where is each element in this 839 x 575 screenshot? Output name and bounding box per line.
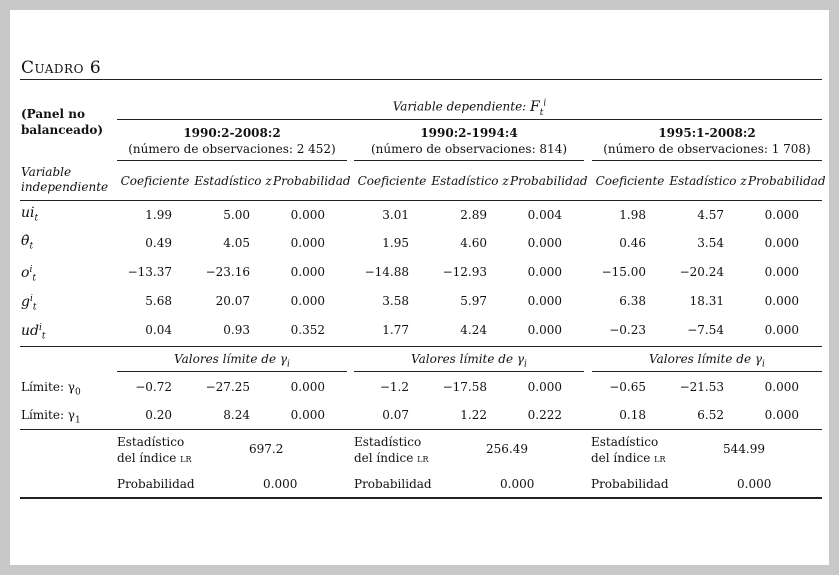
col-header-coef-1: Coeficiente: [120, 174, 190, 188]
limit-cell: 1.22: [460, 408, 487, 422]
limit-cell: 0.000: [527, 380, 562, 394]
period-rule-2: [354, 160, 584, 161]
table-cell: 0.000: [764, 265, 799, 279]
col-header-z-1: Estadístico z: [194, 174, 272, 188]
period-1-range: 1990:2-2008:2: [183, 126, 281, 140]
period-rule-1: [117, 160, 347, 161]
table-cell: −14.88: [364, 265, 409, 279]
col-header-prob-1: Probabilidad: [273, 174, 351, 188]
limit-cell: −0.65: [609, 380, 646, 394]
table-cell: −23.16: [205, 265, 250, 279]
table-cell: 1.98: [619, 208, 646, 222]
table-cell: −12.93: [442, 265, 487, 279]
table-cell: 18.31: [689, 294, 724, 308]
limit-rule-3: [592, 371, 822, 372]
table-cell: 4.57: [697, 208, 724, 222]
period-1-obs: (número de observaciones: 2 452): [128, 142, 336, 156]
table-cell: 3.54: [697, 236, 724, 250]
table-cell: 6.38: [619, 294, 646, 308]
limit-cell: 0.000: [764, 380, 799, 394]
table-cell: 0.004: [527, 208, 562, 222]
table-cell: 0.000: [764, 323, 799, 337]
dependent-label: Variable dependiente:: [392, 99, 527, 114]
limit-cell: 0.000: [764, 408, 799, 422]
limit-cell: 0.07: [382, 408, 409, 422]
limit-row-label: Límite: $\gamma_0$: [21, 380, 81, 398]
lr-label-3: Estadístico del índice lr: [591, 435, 666, 465]
table-cell: 0.46: [619, 236, 646, 250]
table-cell: −7.54: [687, 323, 724, 337]
table-cell: 4.60: [460, 236, 487, 250]
period-3-range: 1995:1-2008:2: [658, 126, 756, 140]
prob-value-2: 0.000: [500, 477, 535, 491]
limit-cell: 8.24: [223, 408, 250, 422]
col-header-prob-3: Probabilidad: [748, 174, 826, 188]
table-cell: 0.000: [527, 236, 562, 250]
lr-label-2: Estadístico del índice lr: [354, 435, 429, 465]
table-cell: 0.000: [764, 236, 799, 250]
table-cell: 0.93: [223, 323, 250, 337]
limit-header-3: Valores límite de $\gamma_i$: [649, 352, 765, 370]
table-cell: −0.23: [609, 323, 646, 337]
limit-cell: −1.2: [379, 380, 409, 394]
prob-value-3: 0.000: [737, 477, 772, 491]
limit-cell: −21.53: [679, 380, 724, 394]
table-cell: 0.000: [290, 265, 325, 279]
dependent-variable-header: [117, 96, 822, 119]
table-cell: 3.01: [382, 208, 409, 222]
corner-label: (Panel no balanceado): [21, 107, 104, 137]
table-page: [10, 10, 829, 565]
lr-label-1: Estadístico del índice lr: [117, 435, 192, 465]
table-cell: 1.77: [382, 323, 409, 337]
limit-cell: 0.20: [145, 408, 172, 422]
row-variable-label: $ui_t$: [21, 205, 39, 224]
limit-cell: −17.58: [442, 380, 487, 394]
limit-cell: 0.18: [619, 408, 646, 422]
period-2-obs: (número de observaciones: 814): [370, 142, 568, 156]
table-cell: 0.000: [527, 265, 562, 279]
table-cell: 2.89: [460, 208, 487, 222]
limit-rule-1: [117, 371, 347, 372]
table-cell: 20.07: [215, 294, 250, 308]
row-variable-label: $o^i_t$: [21, 265, 36, 284]
table-cell: 4.05: [223, 236, 250, 250]
title-rule: [20, 79, 822, 80]
col-header-z-2: Estadístico z: [431, 174, 509, 188]
table-title: Cuadro 6: [21, 58, 102, 78]
period-rule-3: [592, 160, 822, 161]
limit-header-2: Valores límite de $\gamma_i$: [411, 352, 527, 370]
period-2-range: 1990:2-1994:4: [420, 126, 518, 140]
limit-cell: −0.72: [135, 380, 172, 394]
table-cell: 0.000: [290, 294, 325, 308]
limit-bottom-rule: [20, 429, 822, 430]
limit-header-1: Valores límite de $\gamma_i$: [174, 352, 290, 370]
limit-cell: 0.000: [290, 380, 325, 394]
table-cell: −13.37: [127, 265, 172, 279]
table-bottom-rule: [20, 497, 822, 499]
table-cell: 0.04: [145, 323, 172, 337]
dependent-symbol: $F_t^i$: [530, 98, 547, 118]
limit-cell: −27.25: [205, 380, 250, 394]
lr-value-2: 256.49: [486, 442, 528, 456]
table-cell: 4.24: [460, 323, 487, 337]
limit-rule-2: [354, 371, 584, 372]
header-rule: [20, 200, 822, 201]
dependent-rule: [117, 119, 822, 120]
period-3-obs: (número de observaciones: 1 708): [603, 142, 811, 156]
prob-label-2: Probabilidad: [354, 477, 432, 491]
lr-value-1: 697.2: [249, 442, 284, 456]
independent-label: Variable independiente: [21, 165, 109, 194]
table-cell: 0.49: [145, 236, 172, 250]
col-header-z-3: Estadístico z: [669, 174, 747, 188]
col-header-coef-2: Coeficiente: [357, 174, 427, 188]
body-rule: [20, 346, 822, 347]
table-cell: 0.000: [527, 323, 562, 337]
prob-label-3: Probabilidad: [591, 477, 669, 491]
row-variable-label: $ud^i_t$: [21, 323, 46, 342]
table-cell: 1.99: [145, 208, 172, 222]
col-header-coef-3: Coeficiente: [595, 174, 665, 188]
table-cell: 1.95: [382, 236, 409, 250]
lr-value-3: 544.99: [723, 442, 765, 456]
table-cell: 0.000: [290, 208, 325, 222]
table-cell: 5.68: [145, 294, 172, 308]
limit-row-label: Límite: $\gamma_1$: [21, 408, 81, 426]
table-cell: −15.00: [601, 265, 646, 279]
prob-label-1: Probabilidad: [117, 477, 195, 491]
row-variable-label: $\thetȧ_t$: [21, 233, 34, 252]
table-cell: 0.000: [764, 294, 799, 308]
table-cell: 0.352: [290, 323, 325, 337]
table-cell: 3.58: [382, 294, 409, 308]
limit-cell: 0.222: [527, 408, 562, 422]
table-cell: 0.000: [290, 236, 325, 250]
limit-cell: 0.000: [290, 408, 325, 422]
row-variable-label: $g^i_t$: [21, 294, 37, 313]
prob-value-1: 0.000: [263, 477, 298, 491]
limit-cell: 6.52: [697, 408, 724, 422]
table-cell: 5.00: [223, 208, 250, 222]
table-cell: 0.000: [527, 294, 562, 308]
col-header-prob-2: Probabilidad: [510, 174, 588, 188]
table-cell: 5.97: [460, 294, 487, 308]
table-cell: −20.24: [679, 265, 724, 279]
table-cell: 0.000: [764, 208, 799, 222]
